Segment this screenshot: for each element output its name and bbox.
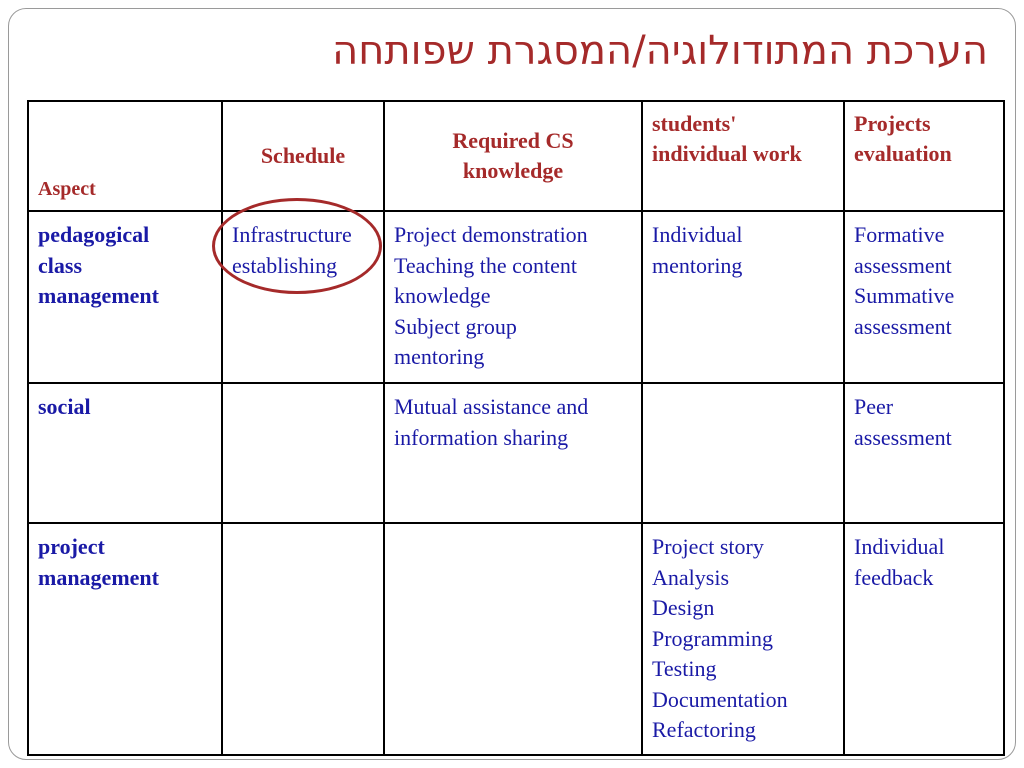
header-students-work [642, 101, 844, 211]
row-label-line: project [38, 534, 105, 559]
cell-schedule [222, 383, 384, 523]
header-students-work-line: individual work [652, 141, 802, 166]
header-projects-eval-line: evaluation [854, 141, 952, 166]
cell-line: Mutual assistance and [394, 394, 589, 419]
cell-line: Programming [652, 625, 773, 651]
header-projects-eval-line: Projects [854, 111, 931, 136]
cell-students-work [642, 211, 844, 383]
row-label [28, 523, 222, 755]
cell-schedule [222, 523, 384, 755]
row-label-line: management [38, 564, 159, 590]
row-label-line: pedagogical [38, 222, 150, 247]
table-row [28, 383, 1004, 523]
row-label-line: class [38, 252, 82, 278]
cell-line: establishing [232, 252, 338, 278]
cell-line: Design [652, 595, 715, 620]
cell-line: Formative [854, 222, 945, 247]
cell-line: information sharing [394, 424, 569, 450]
cell-required-cs [384, 211, 642, 383]
table-row [28, 211, 1004, 383]
row-label [28, 383, 222, 523]
header-aspect-label: Aspect [38, 177, 96, 200]
cell-students-work [642, 383, 844, 523]
slide-title: הערכת המתודולוגיה/המסגרת שפותחה [332, 28, 988, 74]
evaluation-table [27, 100, 1005, 756]
cell-line: Testing [652, 656, 717, 681]
cell-line: assessment [854, 313, 952, 339]
header-required-cs-line: Required CS [452, 128, 574, 153]
row-label-line: management [38, 283, 159, 308]
header-schedule [222, 101, 384, 211]
table-row [28, 523, 1004, 755]
highlight-circle [212, 198, 382, 294]
header-required-cs [384, 101, 642, 211]
cell-line: knowledge [394, 283, 491, 308]
cell-line: Teaching the content [394, 252, 577, 278]
cell-projects-eval [844, 383, 1004, 523]
cell-required-cs [384, 383, 642, 523]
row-label [28, 211, 222, 383]
row-label-line: social [38, 394, 91, 419]
cell-line: Peer [854, 394, 894, 419]
cell-line: Analysis [652, 564, 729, 590]
header-row [28, 101, 1004, 211]
cell-line: Summative [854, 283, 955, 308]
header-students-work-line: students' [652, 111, 737, 136]
cell-line: Infrastructure [232, 222, 352, 247]
cell-line: assessment [854, 252, 952, 278]
cell-line: assessment [854, 424, 952, 450]
cell-line: mentoring [652, 252, 743, 278]
header-projects-eval [844, 101, 1004, 211]
header-schedule-label: Schedule [260, 143, 346, 168]
cell-line: Subject group [394, 313, 517, 339]
cell-line: mentoring [394, 344, 485, 369]
cell-line: Project story [652, 534, 764, 559]
cell-projects-eval [844, 211, 1004, 383]
cell-projects-eval [844, 523, 1004, 755]
cell-line: Individual [854, 534, 945, 559]
cell-line: Refactoring [652, 717, 756, 742]
cell-line: Documentation [652, 686, 788, 712]
cell-required-cs [384, 523, 642, 755]
header-required-cs-line: knowledge [462, 158, 564, 183]
cell-students-work [642, 523, 844, 755]
cell-line: Individual [652, 222, 743, 247]
header-aspect [28, 101, 222, 211]
cell-line: feedback [854, 564, 934, 590]
cell-line: Project demonstration [394, 222, 588, 247]
